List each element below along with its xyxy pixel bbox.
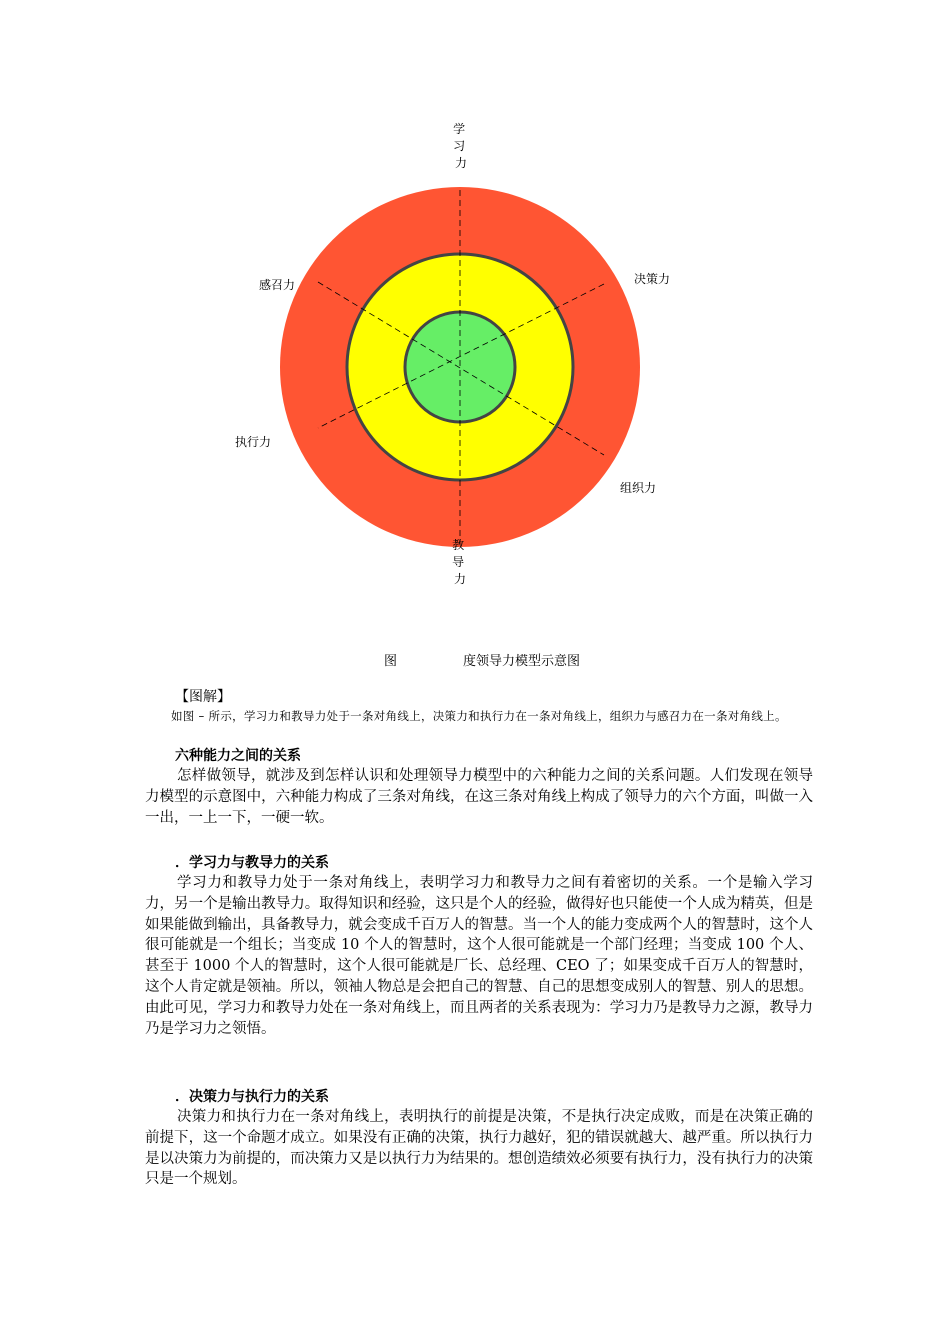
figure-number: 图 — [384, 654, 398, 669]
label-organization: 组织力 — [620, 481, 657, 495]
section-paragraph: 学习力和教导力处于一条对角线上，表明学习力和教导力之间有着密切的关系。一个是输入学习力，另一个是输出教导力。取得知识和经验，这只是个人的经验，做得好也只能使一个人成为精英，但是如果能做到输出，具备教导力，就会变成千百万人的智慧。当一个人的能力变成两个人的智慧时，这个人很可能就是一个组长；当变成 10 个人的智慧时，这个人很可能就是一个部门经理；当变成 100 个人、甚至于 1000 个人的智慧时，这个人很可能就是厂长、总经理、CEO 了；如果变成千百万人的智慧时，这个人肯定就是领袖。所以，领袖人物总是会把自己的智慧、自己的思想变成别人的智慧、别人的思想。由此可见，学习力和教导力处在一条对角线上，而且两者的关系表现为：学习力乃是教导力之源，教导力乃是学习力之领悟。 — [145, 875, 813, 1037]
section-heading: ．决策力与执行力的关系 — [175, 1089, 329, 1105]
label-learning-c3: 力 — [454, 156, 468, 170]
figure-caption: 度领导力模型示意图 — [463, 654, 581, 669]
section-heading: ．学习力与教导力的关系 — [175, 855, 329, 871]
leadership-model-diagram — [0, 0, 950, 640]
label-teaching-c1: 教 — [452, 538, 465, 552]
label-decision: 决策力 — [634, 272, 671, 286]
label-learning-c2: 习 — [453, 139, 466, 153]
figure-explanation-text: 如图 – 所示，学习力和教导力处于一条对角线上，决策力和执行力在一条对角线上，组织力与感召力在一条对角线上。 — [171, 709, 787, 723]
figure-explanation-heading: 【图解】 — [175, 689, 231, 705]
figure-explanation — [145, 687, 813, 726]
section-paragraph: 怎样做领导，就涉及到怎样认识和处理领导力模型中的六种能力之间的关系问题。人们发现在领导力模型的示意图中，六种能力构成了三条对角线，在这三条对角线上构成了领导力的六个方面，叫做一入一出，一上一下，一硬一软。 — [145, 768, 813, 826]
label-learning-c1: 学 — [453, 122, 466, 136]
section-3 — [145, 1087, 813, 1190]
label-teaching — [452, 537, 468, 586]
section-heading: 六种能力之间的关系 — [175, 748, 301, 764]
label-teaching-c3: 力 — [453, 572, 467, 586]
label-learning — [453, 122, 469, 170]
section-1 — [145, 746, 813, 828]
label-execution: 执行力 — [235, 435, 272, 449]
section-paragraph: 决策力和执行力在一条对角线上，表明执行的前提是决策，不是执行决定成败，而是在决策正确的前提下，这一个命题才成立。如果没有正确的决策，执行力越好，犯的错误就越大、越严重。所以执行力是以决策力为前提的，而决策力又是以执行力为结果的。想创造绩效必须要有执行力，没有执行力的决策只是一个规划。 — [145, 1109, 813, 1188]
section-2 — [145, 853, 813, 1039]
label-charisma: 感召力 — [259, 278, 296, 292]
label-teaching-c2: 导 — [452, 555, 465, 569]
